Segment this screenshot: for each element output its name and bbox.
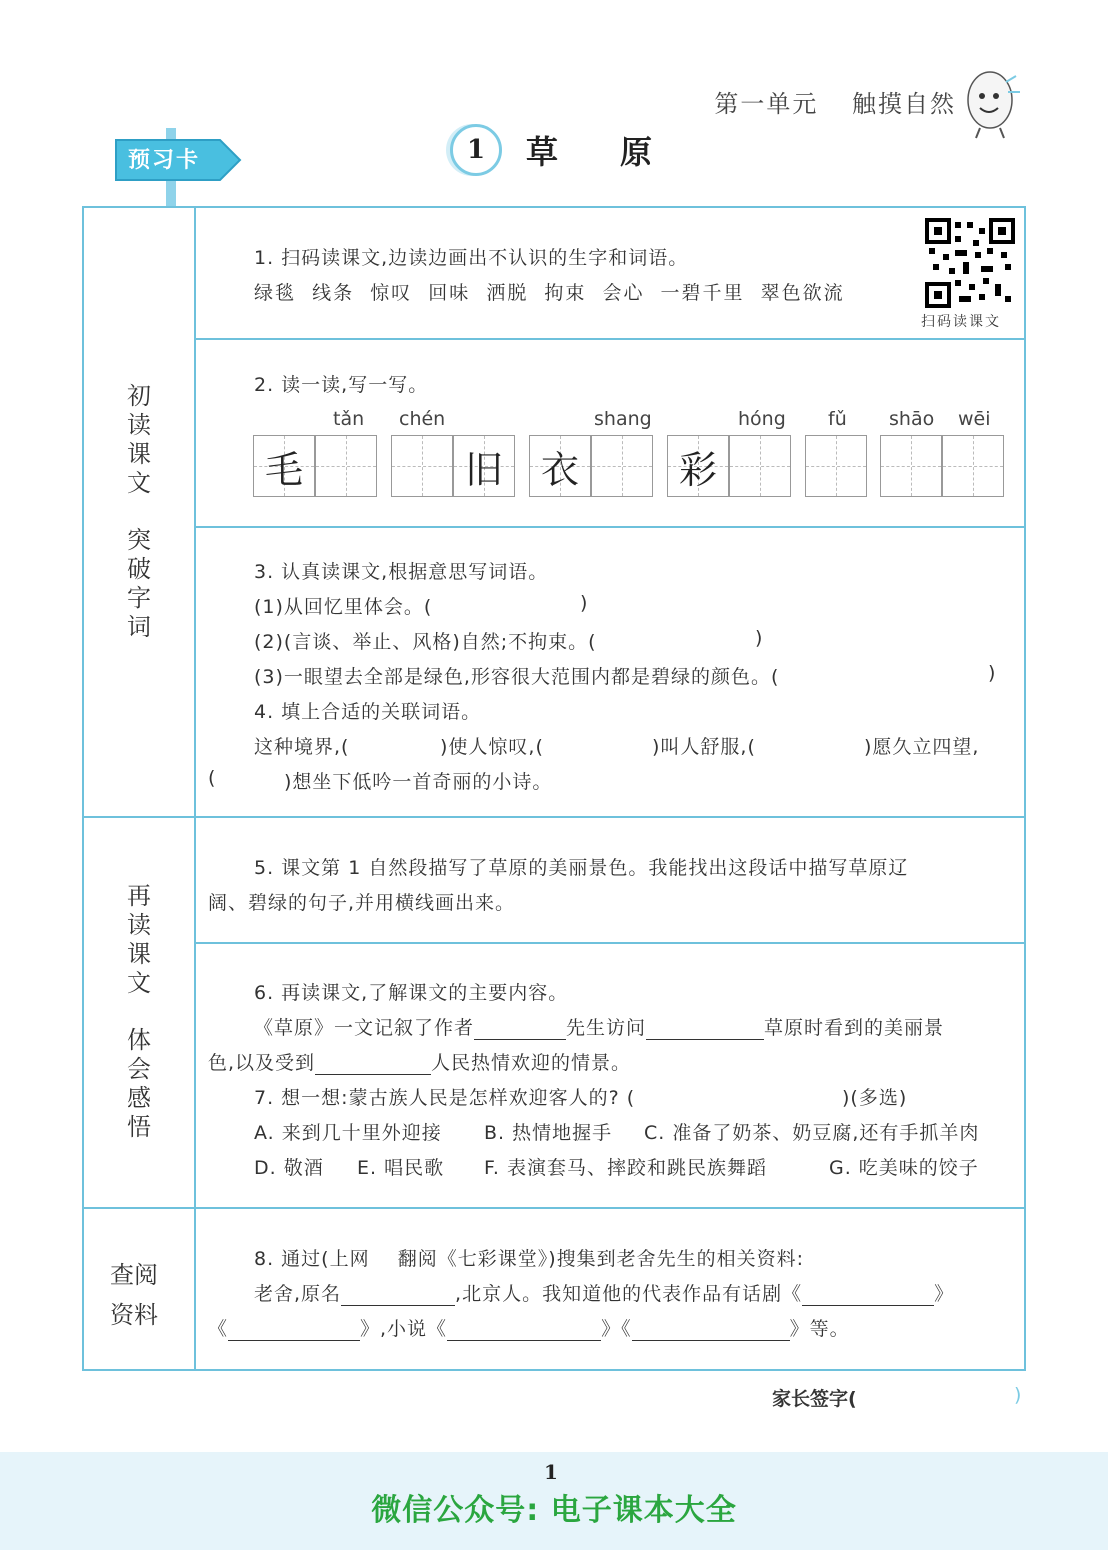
pinyin: chén (399, 408, 446, 430)
q6-text-d: 色,以及受到 (208, 1052, 316, 1074)
blank-author[interactable] (474, 1019, 566, 1040)
q4-line1b: )使人惊叹,( (440, 736, 544, 758)
q1-prompt: 1. 扫码读课文,边读边画出不认识的生字和词语。 (254, 247, 689, 269)
q3-item1: (1)从回忆里体会。( (254, 596, 433, 618)
lesson-title-block (450, 120, 714, 180)
q7-suffix: )(多选) (842, 1087, 908, 1109)
tag-label: 预习卡 (128, 148, 201, 173)
q5-line2: 阔、碧绿的句子,并用横线画出来。 (208, 892, 516, 914)
writing-grid-4 (667, 435, 791, 497)
q8-text-b: ,北京人。我知道他的代表作品有话剧《 (455, 1283, 803, 1305)
section-label-reread: 再读课文 (127, 882, 151, 997)
q4-line1a: 这种境界,( (254, 736, 350, 758)
section-label-lookup: 查阅 (110, 1261, 158, 1289)
q8-text-a: 老舍,原名 (254, 1283, 342, 1305)
grid-char: 衣 (540, 447, 579, 492)
grid-char: 毛 (264, 447, 303, 492)
divider (194, 526, 1026, 528)
grid-cell (253, 435, 315, 497)
q3-item2: (2)(言谈、举止、风格)自然;不拘束。( (254, 631, 597, 653)
section-label-feel: 体会感悟 (127, 1026, 151, 1141)
pinyin: wēi (958, 408, 991, 430)
writing-grid-6 (880, 435, 1004, 497)
q8-text-d: 《 (208, 1318, 229, 1340)
grid-cell[interactable] (942, 435, 1004, 497)
lesson-number: 1 (450, 124, 502, 176)
unit-header (714, 84, 956, 119)
q7-option-c[interactable]: C. 准备了奶茶、奶豆腐,还有手抓羊肉 (644, 1122, 980, 1144)
q8-text-e: 》,小说《 (360, 1318, 448, 1340)
grid-cell[interactable] (315, 435, 377, 497)
q4-line2b: )想坐下低吟一首奇丽的小诗。 (284, 771, 553, 793)
pinyin: shāo (889, 408, 935, 430)
divider (82, 1207, 1026, 1209)
divider (82, 816, 1026, 818)
grid-cell[interactable] (391, 435, 453, 497)
q6-prompt: 6. 再读课文,了解课文的主要内容。 (254, 982, 569, 1004)
qr-label: 扫码读课文 (921, 314, 1001, 330)
q6-text-e: 人民热情欢迎的情景。 (431, 1052, 632, 1074)
worksheet-frame (82, 206, 1026, 1371)
divider (194, 338, 1026, 340)
blank-drama[interactable] (802, 1285, 934, 1306)
pinyin: fǔ (828, 408, 847, 430)
q6-line2 (208, 1048, 631, 1075)
writing-grid-3 (529, 435, 653, 497)
q3-item2-close: ) (755, 627, 764, 649)
pinyin: tǎn (333, 408, 365, 430)
grid-cell (453, 435, 515, 497)
section-label-material: 资料 (110, 1301, 158, 1329)
q1-words: 绿毯 线条 惊叹 回味 洒脱 拘束 会心 一碧千里 翠色欲流 (254, 282, 845, 304)
q8-text-g: 》等。 (789, 1318, 850, 1340)
wechat-watermark: 微信公众号: 电子课本大全 (371, 1493, 737, 1528)
q7-option-a[interactable]: A. 来到几十里外迎接 (254, 1122, 442, 1144)
grid-cell[interactable] (729, 435, 791, 497)
q3-prompt: 3. 认真读课文,根据意思写词语。 (254, 561, 549, 583)
q2-prompt: 2. 读一读,写一写。 (254, 374, 429, 396)
q8-line2 (208, 1314, 850, 1341)
q6-text-b: 先生访问 (566, 1017, 647, 1039)
q8-line1 (254, 1279, 954, 1306)
unit-theme: 触摸自然 (852, 90, 956, 118)
blank-novel-2[interactable] (632, 1320, 790, 1341)
blank-people[interactable] (315, 1054, 431, 1075)
writing-grid-1 (253, 435, 377, 497)
q3-item3: (3)一眼望去全部是绿色,形容很大范围内都是碧绿的颜色。( (254, 666, 780, 688)
q8-text-c: 》 (934, 1283, 955, 1305)
q4-prompt: 4. 填上合适的关联词语。 (254, 701, 482, 723)
q6-text-c: 草原时看到的美丽景 (764, 1017, 945, 1039)
blank-original-name[interactable] (341, 1285, 455, 1306)
section-label-first-read: 初读课文 (127, 382, 151, 497)
q7-prompt: 7. 想一想:蒙古族人民是怎样欢迎客人的? ( (254, 1087, 636, 1109)
q8-prompt: 8. 通过(上网 翻阅《七彩课堂》)搜集到老舍先生的相关资料: (254, 1248, 805, 1270)
q7-option-e[interactable]: E. 唱民歌 (357, 1157, 445, 1179)
q7-option-f[interactable]: F. 表演套马、摔跤和跳民族舞蹈 (484, 1157, 767, 1179)
q4-line2a: ( (208, 767, 217, 789)
blank-place[interactable] (646, 1019, 764, 1040)
q7-option-d[interactable]: D. 敬酒 (254, 1157, 324, 1179)
q4-line1d: )愿久立四望, (864, 736, 980, 758)
section-column (82, 206, 196, 1371)
grid-char: 彩 (678, 447, 717, 492)
qr-code-icon[interactable] (925, 218, 1015, 308)
q5-line1: 5. 课文第 1 自然段描写了草原的美丽景色。我能找出这段话中描写草原辽 (254, 857, 909, 879)
q7-option-g[interactable]: G. 吃美味的饺子 (829, 1157, 979, 1179)
q4-line1c: )叫人舒服,( (652, 736, 756, 758)
q6-line1 (254, 1013, 944, 1040)
grid-char: 旧 (464, 447, 503, 492)
section-label-words: 突破字词 (127, 526, 151, 641)
parent-signature-label: 家长签字( (772, 1388, 857, 1410)
q3-item1-close: ) (580, 592, 589, 614)
parent-signature-close: ) (1014, 1384, 1022, 1406)
mascot-icon (962, 62, 1022, 142)
page-number: 1 (544, 1460, 558, 1484)
pinyin: shang (594, 408, 652, 430)
grid-cell (667, 435, 729, 497)
lesson-title: 草原 (526, 133, 715, 171)
grid-cell[interactable] (880, 435, 942, 497)
blank-novel-1[interactable] (447, 1320, 601, 1341)
writing-grid-2 (391, 435, 515, 497)
grid-cell (529, 435, 591, 497)
divider (194, 942, 1026, 944)
q8-text-f: 》《 (601, 1318, 632, 1340)
writing-grid-5 (805, 435, 867, 497)
q3-item3-close: ) (988, 662, 997, 684)
blank-drama-2[interactable] (228, 1320, 360, 1341)
grid-cell[interactable] (591, 435, 653, 497)
q6-text-a: 《草原》一文记叙了作者 (254, 1017, 475, 1039)
pinyin: hóng (738, 408, 786, 430)
q7-option-b[interactable]: B. 热情地握手 (484, 1122, 613, 1144)
grid-cell[interactable] (805, 435, 867, 497)
unit-label: 第一单元 (714, 90, 819, 118)
